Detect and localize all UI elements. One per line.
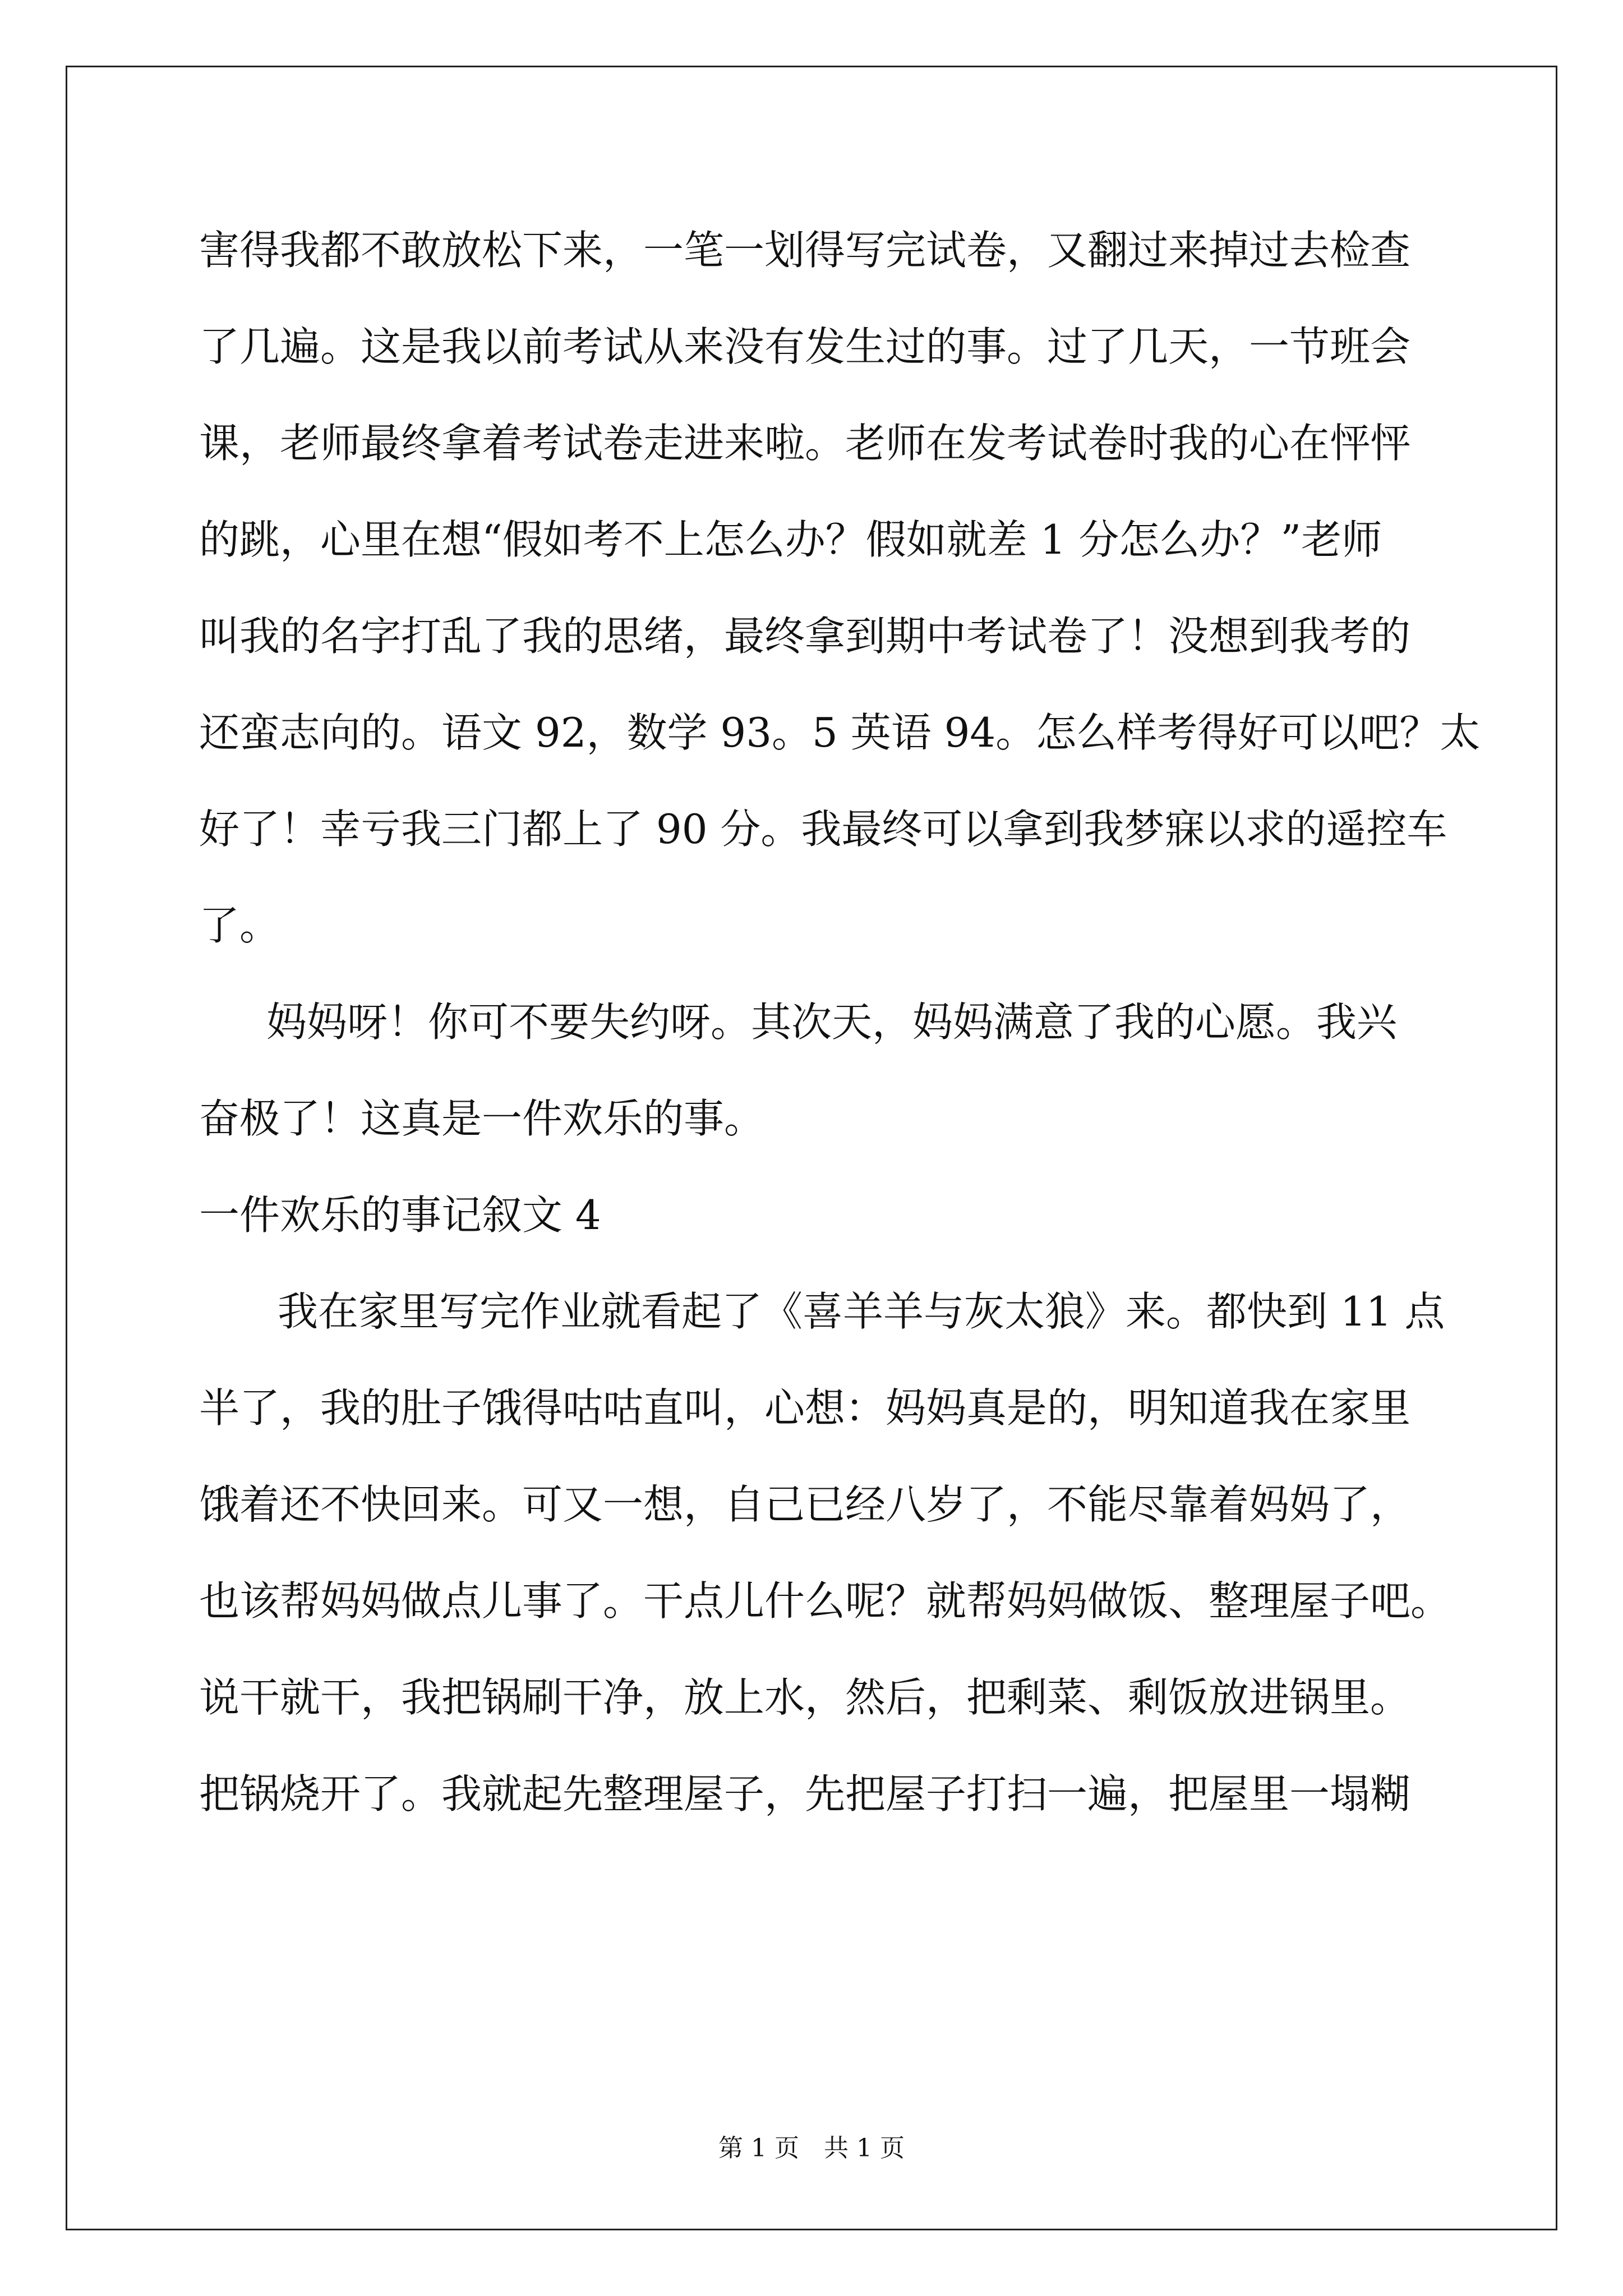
text-line: 了几遍。这是我以前考试从来没有发生过的事。过了几天，一节班会 bbox=[199, 323, 1411, 370]
text-line: 把锅烧开了。我就起先整理屋子，先把屋子打扫一遍，把屋里一塌糊 bbox=[199, 1770, 1411, 1818]
text-line: 害得我都不敢放松下来，一笔一划得写完试卷，又翻过来掉过去检查 bbox=[199, 227, 1411, 274]
text-line: 饿着还不快回来。可又一想，自己已经八岁了，不能尽靠着妈妈了， bbox=[199, 1481, 1411, 1528]
paragraph-first-line: 妈妈呀！你可不要失约呀。其次天，妈妈满意了我的心愿。我兴 bbox=[266, 999, 1398, 1046]
text-line: 了。 bbox=[199, 902, 280, 949]
text-line: 好了！幸亏我三门都上了 90 分。我最终可以拿到我梦寐以求的遥控车 bbox=[199, 806, 1447, 853]
section-heading: 一件欢乐的事记叙文 4 bbox=[199, 1191, 601, 1239]
page-number-footer: 第 1 页 共 1 页 bbox=[718, 2134, 905, 2162]
text-line: 课，老师最终拿着考试卷走进来啦。老师在发考试卷时我的心在怦怦 bbox=[199, 420, 1411, 467]
text-line: 的跳，心里在想“假如考不上怎么办？假如就差 1 分怎么办？”老师 bbox=[199, 516, 1382, 563]
text-line: 说干就干，我把锅刷干净，放上水，然后，把剩菜、剩饭放进锅里。 bbox=[199, 1674, 1411, 1721]
paragraph-first-line: 我在家里写完作业就看起了《喜羊羊与灰太狼》来。都快到 11 点 bbox=[278, 1288, 1445, 1335]
text-line: 半了，我的肚子饿得咕咕直叫，心想：妈妈真是的，明知道我在家里 bbox=[199, 1384, 1411, 1432]
text-line: 叫我的名字打乱了我的思绪，最终拿到期中考试卷了！没想到我考的 bbox=[199, 613, 1411, 660]
text-line: 奋极了！这真是一件欢乐的事。 bbox=[199, 1095, 765, 1142]
text-line: 也该帮妈妈做点儿事了。干点儿什么呢？就帮妈妈做饭、整理屋子吧。 bbox=[199, 1577, 1451, 1625]
text-line: 还蛮志向的。语文 92，数学 93。5 英语 94。怎么样考得好可以吧？太 bbox=[199, 709, 1481, 756]
